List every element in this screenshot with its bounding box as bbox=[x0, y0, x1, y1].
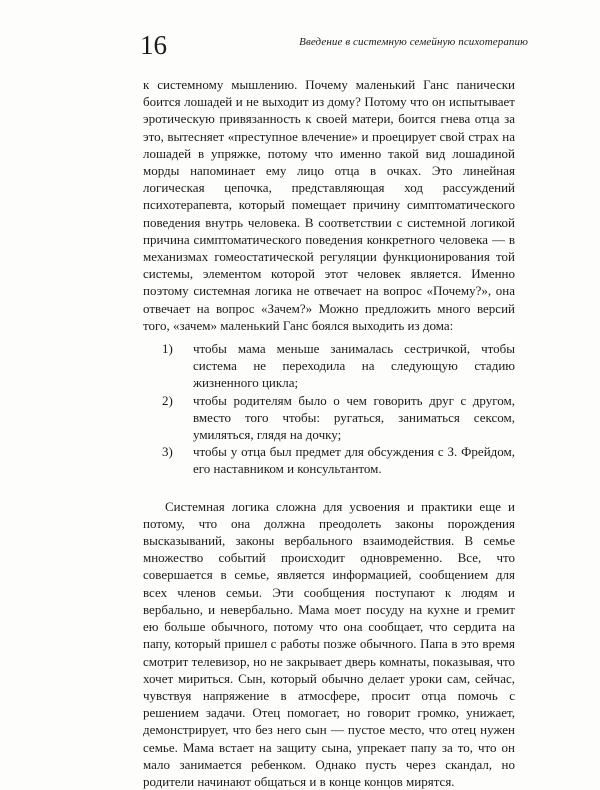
list-item bbox=[162, 340, 515, 392]
body-text bbox=[143, 76, 515, 790]
list-item-text: чтобы родителям было о чем говорить друг с другом, вместо того чтобы: ругаться, заниматься сексом, умиляться, глядя на дочку; bbox=[193, 392, 515, 443]
list-item bbox=[162, 392, 515, 444]
list-item-number: 3) bbox=[162, 444, 173, 460]
numbered-list bbox=[143, 340, 515, 478]
list-item-number: 1) bbox=[162, 341, 173, 357]
list-item-number: 2) bbox=[162, 392, 173, 408]
paragraph-spacer bbox=[143, 478, 515, 498]
list-item-text: чтобы мама меньше занималась сестричкой, чтобы система не переходила на следующую стадию жизненного цикла; bbox=[193, 341, 515, 391]
page-number: 16 bbox=[140, 30, 167, 60]
list-item bbox=[162, 443, 515, 477]
running-head: Введение в системную семейную психотерапию bbox=[299, 36, 528, 48]
list-item-text: чтобы у отца был предмет для обсуждения с З. Фрейдом, его наставником и консультантом. bbox=[193, 444, 515, 477]
paragraph-1: к системному мышлению. Почему маленький Ганс панически боится лошадей и не выходит из дому? Потому что он испытывает эротическую привязанность к своей матери, боится гнева отца за это, вытесняет «преступное влечение» и проецирует свой страх на лошадей в упряжке, потому что именно такой вид лошадиной морды напоминает ему лицо отца в очках. Это линейная логическая цепочка, представляющая ход рассуждений психотерапевта, который помещает причину симптоматического поведения внутрь человека. В соответствии с системной логикой причина симптоматического поведения конкретного человека — в механизмах гомеостатической регуляции функционирования той системы, элементом которой этот человек является. Именно поэтому системная логика не отвечает на вопрос «Почему?», она отвечает на вопрос «Зачем?» Можно предложить много версий того, «зачем» маленький Ганс боялся выходить из дома: bbox=[143, 77, 515, 333]
paragraph-2: Системная логика сложна для усвоения и практики еще и потому, что она должна преодолеть законы порождения высказываний, законы вербального взаимодействия. В семье множество событий происходит одновременно. Все, что совершается в семье, является информацией, сообщением для всех членов семьи. Эти сообщения поступают к людям и вербально, и невербально. Мама моет посуду на кухне и гремит ею больше обычного, потому что она сообщает, что сердита на папу, который пришел с работы позже обычного. Папа в это время смотрит телевизор, но не закрывает дверь комнаты, показывая, что хочет мириться. Сын, который обычно делает уроки сам, сейчас, чувствуя напряжение в атмосфере, просит отца помочь с решением задачи. Отец помогает, но говорит громко, унижает, демонстрирует, что без него сын — пустое место, что отец нужен семье. Мама встает на защиту сына, упрекает папу за то, что он мало занимается ребенком. Однако пусть через скандал, но родители начинают общаться и в конце концов мирятся. bbox=[143, 498, 515, 789]
